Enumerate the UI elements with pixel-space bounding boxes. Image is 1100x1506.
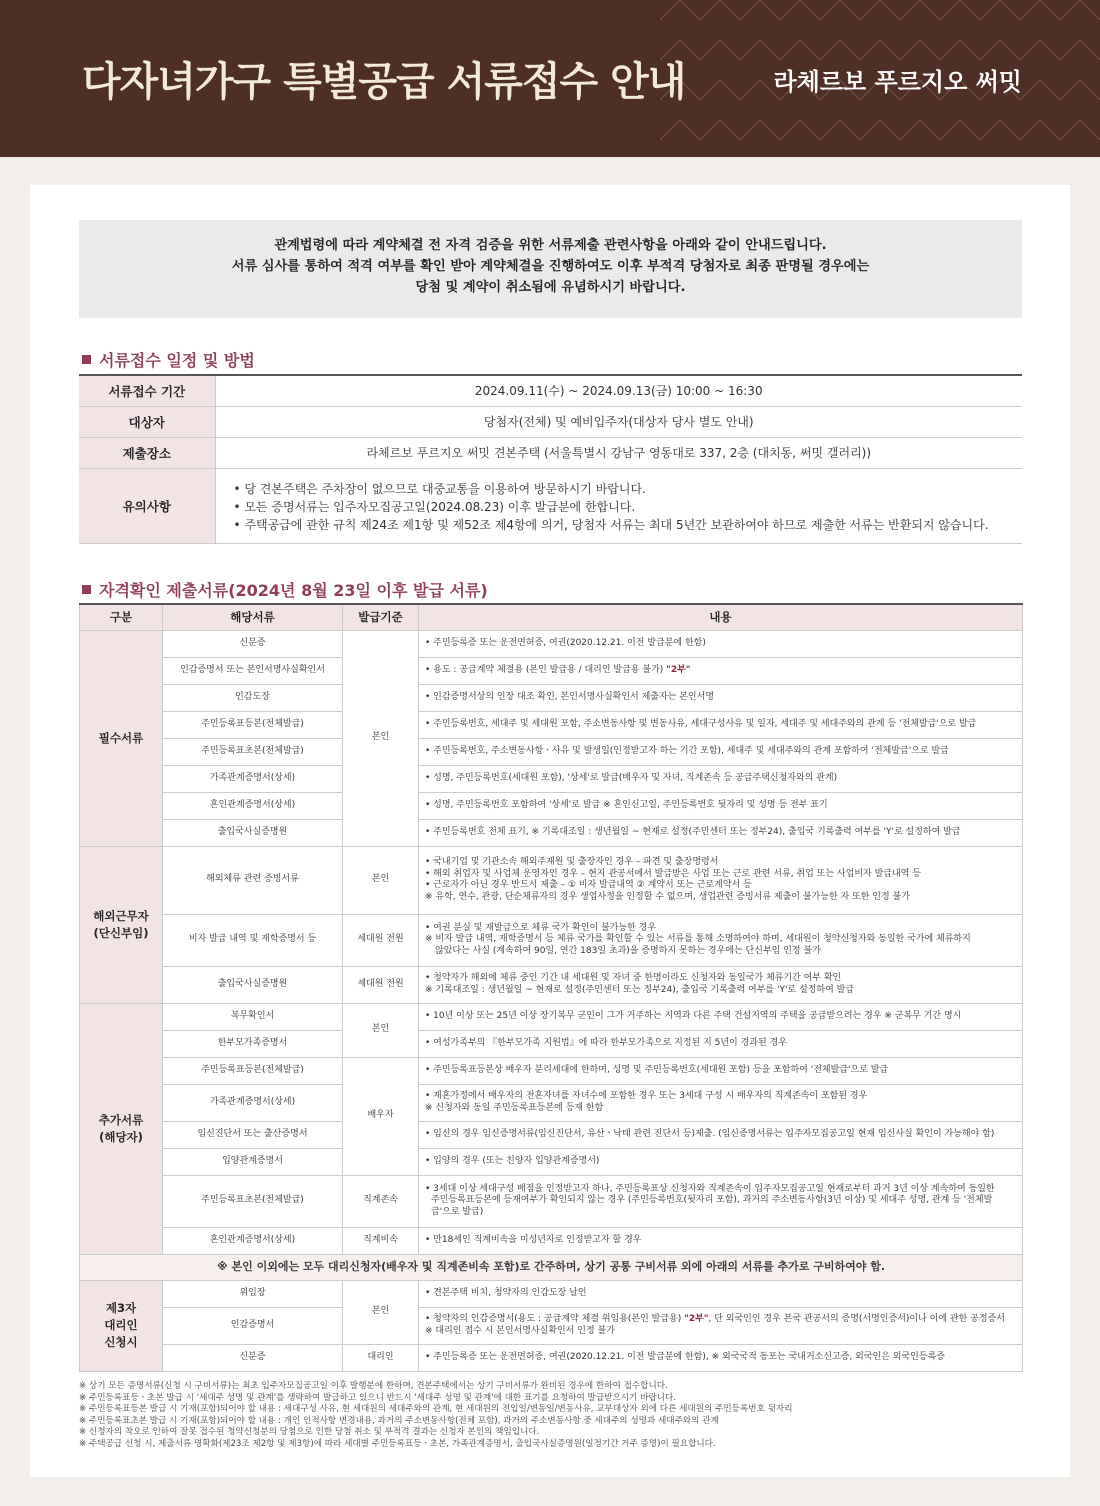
doc-content-part: • 청약자의 인감증명서(용도 : 공급계약 체결 위임용(본인 발급용) [425,1314,685,1324]
doc-content: • 주민등록번호, 주소변동사항ㆍ사유 및 발생일(인정받고자 하는 기간 포함), 세대주 및 세대주와의 관계 포함하여 '전체발급'으로 발급 [419,738,1023,765]
table-row [79,406,1022,437]
group-label [80,1003,163,1254]
table-row [80,1057,1023,1084]
note-item: • 모든 증명서류는 입주자모집공고일(2024.08.23) 이후 발급분에 한합니다. [233,499,636,514]
footnote: ※ 주민등록표초본 발급 시 기재(포함)되어야 할 내용 : 개인 인적사항 변경내용, 과거의 주소변동사항(전체 포함), 과거의 주소변동사항 중 세대주의 성명과 세대주와의 관계 [79,1415,719,1426]
doc-content-line: • 국내기업 및 기관소속 해외주재원 및 출장자인 경우 – 파견 및 출장명령서 [425,857,719,867]
doc-content: • 임신의 경우 임신증명서류(임신진단서, 유산ㆍ낙태 관련 진단서 등)제출. (임신증명서류는 입주자모집공고일 현재 임신사실 확인이 가능해야 함) [419,1121,1023,1148]
table-row [80,792,1023,819]
row-value: 당첨자(전체) 및 예비입주자(대상자 당사 별도 안내) [215,406,1022,437]
doc-name: 주민등록표등본(전체발급) [163,711,343,738]
table-row [79,468,1022,543]
doc-content-part: , 단 외국인인 경우 본국 관공서의 증명(서명인증서)이나 이에 관한 공정증서 [708,1314,1005,1324]
doc-content-cell [419,1084,1023,1121]
doc-name: 복무확인서 [163,1003,343,1030]
doc-name: 인감도장 [163,684,343,711]
footnote: ※ 주민등록표등본 발급 시 기재(포함)되어야 할 내용 : 세대구성 사유, 현 세대원의 세대주와의 관계, 현 세대원의 전입일/변동일/변동사유, 교부대상자 외에 다른 세대원의 주민등록번호 뒷자리 [79,1404,793,1415]
doc-name: 주민등록표초본(전체발급) [163,738,343,765]
table-row [80,1280,1023,1307]
note-item: • 당 견본주택은 주차장이 없으므로 대중교통을 이용하여 방문하시기 바랍니다. [233,481,646,496]
doc-name: 인감증명서 또는 본인서명사실확인서 [163,657,343,684]
doc-name: 임신진단서 또는 출산증명서 [163,1121,343,1148]
doc-basis: 본인 [343,1280,419,1344]
group-label [80,846,163,1003]
doc-content: • 여성가족부의 『한부모가족 지원법』에 따라 한부모가족으로 지정된 지 5년이 경과된 경우 [419,1030,1023,1057]
doc-content: • 입양의 경우 (또는 친양자 입양관계증명서) [419,1148,1023,1175]
row-label: 유의사항 [79,468,215,543]
table-row [80,846,1023,914]
table-row [80,819,1023,846]
table-row [80,630,1023,657]
table-row [80,765,1023,792]
doc-content: • 주민등록표등본상 배우자 분리세대에 한하며, 성명 및 주민등록번호(세대원 포함) 등을 포함하여 '전체발급'으로 발급 [419,1057,1023,1084]
group-label-line: (단신부임) [93,925,149,940]
copies-highlight: "2부" [666,664,691,675]
intro-notice [79,220,1022,318]
table-row [80,1307,1023,1344]
doc-content-line: • 청약자가 해외에 체류 중인 기간 내 세대원 및 자녀 중 한명이라도 신청자와 동일국가 체류기간 여부 확인 [425,973,842,983]
doc-name: 비자 발급 내역 및 재학증명서 등 [163,914,343,966]
doc-name: 주민등록표초본(전체발급) [163,1175,343,1227]
footnotes [79,1381,1022,1451]
doc-basis: 배우자 [343,1057,419,1175]
section-title-documents [82,578,488,601]
bullet-square-icon [82,585,91,594]
table-row [80,1254,1023,1280]
notice-line: 관계법령에 따라 계약체결 전 자격 검증을 위한 서류제출 관련사항을 아래와 같이 안내드립니다. [274,238,827,253]
doc-content-line: • 재혼가정에서 배우자의 전혼자녀를 자녀수에 포함한 경우 또는 3세대 구성 시 배우자의 직계존속이 포함된 경우 [425,1091,868,1101]
doc-content-line: ※ 기록대조일 : 생년월일 ~ 현재로 설정(주민센터 또는 정부24), 출입국 기록출력 여부를 'Y'로 설정하여 발급 [425,984,855,995]
bullet-square-icon [82,355,91,364]
table-row [80,1030,1023,1057]
doc-content-line: 않았다는 사실 (계속하여 90일, 연간 183일 초과)을 증명하지 못하는 경우에는 단신부임 인정 불가 [435,945,821,956]
doc-content: • 성명, 주민등록번호(세대원 포함), '상세'로 발급(배우자 및 자녀, 직계존속 등 공급주택신청자와의 관계) [419,765,1023,792]
table-row [80,1121,1023,1148]
doc-content-line [425,1314,1019,1326]
brand-name: 라체르보 푸르지오 써밋 [773,68,1022,96]
doc-content-cell [419,657,1023,684]
table-row [80,914,1023,966]
doc-basis: 본인 [343,1003,419,1057]
doc-content-line: ※ 유학, 연수, 관광, 단순체류자의 경우 생업사정을 인정할 수 없으며, 생업관련 증빙서류 제출이 불가능한 자 또한 인정 불가 [425,891,910,902]
doc-content-cell [419,1175,1023,1227]
doc-name: 해외체류 관련 증빙서류 [163,846,343,914]
notice-line: 당첨 및 계약이 취소됨에 유념하시기 바랍니다. [415,280,686,295]
table-row [80,1084,1023,1121]
notice-line: 서류 심사를 통하여 적격 여부를 확인 받아 계약체결을 진행하여도 이후 부적격 당첨자로 최종 판명될 경우에는 [231,259,870,274]
footnote: ※ 주민등록표등ㆍ초본 발급 시 '세대주 성명 및 관계'를 생략하여 발급하고 있으니 반드시 '세대주 성명 및 관계'에 대한 표기를 요청하여 발급받으시기 바랍니다. [79,1392,677,1403]
doc-content-cell [419,846,1023,914]
doc-name: 가족관계증명서(상세) [163,765,343,792]
doc-content-line: • 3세대 이상 세대구성 배점을 인정받고자 하나, 주민등록표상 신청자와 직계존속이 입주자모집공고일 현재로부터 과거 3년 이상 계속하여 동일한 [425,1183,995,1194]
group-label-line: 대리인 [104,1318,138,1332]
column-header: 내용 [419,604,1023,630]
table-row [80,1148,1023,1175]
doc-content: • 용도 : 공급계약 체결용 (본인 발급용 / 대리인 발급용 불가) [425,664,664,675]
doc-name: 한부모가족증명서 [163,1030,343,1057]
table-row [80,711,1023,738]
table-row [80,684,1023,711]
column-header: 해당서류 [163,604,343,630]
doc-content-line: ※ 비자 발급 내역, 재학증명서 등 체류 국가를 확인할 수 있는 서류를 통해 소명하여야 하며, 세대원이 청약신청자와 동일한 국가에 체류하지 [425,934,971,945]
table-row [80,657,1023,684]
doc-name: 위임장 [163,1280,343,1307]
doc-basis: 본인 [343,846,419,914]
doc-basis: 세대원 전원 [343,914,419,966]
group-label [80,1280,163,1371]
doc-content-line: • 근로자가 아닌 경우 반드시 제출 – ① 비자 발급내역 ② 계약서 또는 근로계약서 등 [425,880,752,890]
section-title-schedule [82,348,255,371]
table-row [80,1344,1023,1371]
doc-content-cell [419,1307,1023,1344]
doc-name: 가족관계증명서(상세) [163,1084,343,1121]
doc-basis: 직계비속 [343,1227,419,1254]
doc-content: • 성명, 주민등록번호 포함하여 '상세'로 발급 ※ 혼인신고일, 주민등록번호 뒷자리 및 성명 등 전부 표기 [419,792,1023,819]
doc-basis: 세대원 전원 [343,966,419,1003]
section-title-text: 서류접수 일정 및 방법 [99,351,255,370]
page-title: 다자녀가구 특별공급 서류접수 안내 [82,59,686,105]
page-header [0,0,1100,157]
doc-name: 입양관계증명서 [163,1148,343,1175]
schedule-table [79,374,1022,544]
doc-content-line: 급'으로 발급) [431,1206,484,1217]
doc-name: 주민등록표등본(전체발급) [163,1057,343,1084]
row-label: 제출장소 [79,437,215,468]
doc-name: 혼인관계증명서(상세) [163,792,343,819]
doc-content: • 만18세인 직계비속을 미성년자로 인정받고자 할 경우 [419,1227,1023,1254]
table-row [80,966,1023,1003]
doc-name: 인감증명서 [163,1307,343,1344]
doc-content-line: • 해외 취업자 및 사업체 운영자인 경우 – 현지 관공서에서 발급받은 사업 또는 근로 관련 서류, 취업 또는 사업비자 발급내역 등 [425,868,921,879]
doc-name: 출입국사실증명원 [163,966,343,1003]
group-label-line: 추가서류 [98,1112,144,1127]
doc-basis: 직계존속 [343,1175,419,1227]
table-header-row [80,604,1023,630]
table-row [80,738,1023,765]
doc-content-line: ※ 신청자와 동일 주민등록표등본에 등재 한함 [425,1102,604,1113]
doc-content: • 주민등록번호, 세대주 및 세대원 포함, 주소변동사항 및 변동사유, 세대구성사유 및 일자, 세대주 및 세대주와의 관계 등 '전체발급'으로 발급 [419,711,1023,738]
doc-name: 출입국사실증명원 [163,819,343,846]
documents-table [79,603,1023,1372]
doc-content: • 주민등록증 또는 운전면허증, 여권(2020.12.21. 이전 발급분에 한함), ※ 외국국적 동포는 국내거소신고증, 외국인은 외국인등록증 [419,1344,1023,1371]
doc-name: 혼인관계증명서(상세) [163,1227,343,1254]
footnote: ※ 상기 모든 증명서류(신청 시 구비서류)는 최초 입주자모집공고일 이후 발행분에 한하며, 견본주택에서는 상기 구비서류가 완비된 경우에 한하여 접수합니다. [79,1381,668,1391]
column-header: 발급기준 [343,604,419,630]
content-card [30,185,1070,1477]
doc-content: • 10년 이상 또는 25년 이상 장기복무 군인이 그가 거주하는 지역과 다른 주택 건설지역의 주택을 공급받으려는 경우 ※ 군복무 기간 명시 [419,1003,1023,1030]
doc-basis: 대리인 [343,1344,419,1371]
table-row [80,1175,1023,1227]
footnote: ※ 주택공급 신청 시, 제출서류 명확화(제23조 제2항 및 제3항)에 따라 세대별 주민등록표등ㆍ초본, 가족관계증명서, 출입국사실증명원(일정기간 거주 증명)이 필요합니다. [79,1438,716,1449]
doc-basis: 본인 [343,630,419,846]
doc-content-line: • 여권 분실 및 재발급으로 체류 국가 확인이 불가능한 경우 [425,922,657,933]
group-label: 필수서류 [80,630,163,846]
note-item: • 주택공급에 관한 규칙 제24조 제1항 및 제52조 제4항에 의거, 당첨자 서류는 최대 5년간 보관하여야 하므로 제출한 서류는 반환되지 않습니다. [233,517,989,532]
doc-content: • 주민등록번호 전체 표기, ※ 기록대조일 : 생년월일 ~ 현재로 설정(주민센터 또는 정부24), 출입국 기록출력 여부를 'Y'로 설정하여 발급 [419,819,1023,846]
copies-highlight: "2부" [684,1314,709,1324]
group-label-line: (해당자) [99,1129,143,1144]
doc-content: • 주민등록증 또는 운전면허증, 여권(2020.12.21. 이전 발급분에 한함) [419,630,1023,657]
doc-content-cell [419,966,1023,1003]
row-label: 서류접수 기간 [79,375,215,406]
table-row [79,437,1022,468]
proxy-notice: ※ 본인 이외에는 모두 대리신청자(배우자 및 직계존비속 포함)로 간주하며, 상기 공통 구비서류 외에 아래의 서류를 추가로 구비하여야 함. [80,1254,1023,1280]
doc-content: • 견본주택 비치, 청약자의 인감도장 날인 [419,1280,1023,1307]
column-header: 구분 [80,604,163,630]
group-label-line: 해외근무자 [93,908,149,923]
row-label: 대상자 [79,406,215,437]
doc-content-line: ※ 대리인 접수 시 본인서명사실확인서 인정 불가 [425,1325,615,1336]
table-row [80,1003,1023,1030]
doc-name: 신분증 [163,1344,343,1371]
table-row [79,375,1022,406]
doc-content-cell [419,914,1023,966]
doc-content-line: 주민등록표등본에 등재여부가 확인되지 않는 경우 (주민등록번호(뒷자리 포함), 과거의 주소변동사항(3년 이상) 및 세대주 성명, 관계 등 '전체발 [431,1195,993,1206]
notes-cell [215,468,1022,543]
footnote: ※ 신청자의 착오로 인하여 잘못 접수된 청약신청분의 당첨으로 인한 당첨 취소 및 부적격 결과는 신청자 본인의 책임입니다. [79,1427,540,1438]
row-value: 라체르보 푸르지오 써밋 견본주택 (서울특별시 강남구 영동대로 337, 2층 (대치동, 써밋 갤러리)) [215,437,1022,468]
group-label-line: 신청시 [104,1335,138,1349]
doc-name: 신분증 [163,630,343,657]
group-label-line: 제3자 [105,1301,137,1315]
table-row [80,1227,1023,1254]
doc-content: • 인감증명서상의 인장 대조 확인, 본인서명사실확인서 제출자는 본인서명 [419,684,1023,711]
row-value: 2024.09.11(수) ~ 2024.09.13(금) 10:00 ~ 16:30 [215,375,1022,406]
section-title-text: 자격확인 제출서류(2024년 8월 23일 이후 발급 서류) [99,581,488,600]
